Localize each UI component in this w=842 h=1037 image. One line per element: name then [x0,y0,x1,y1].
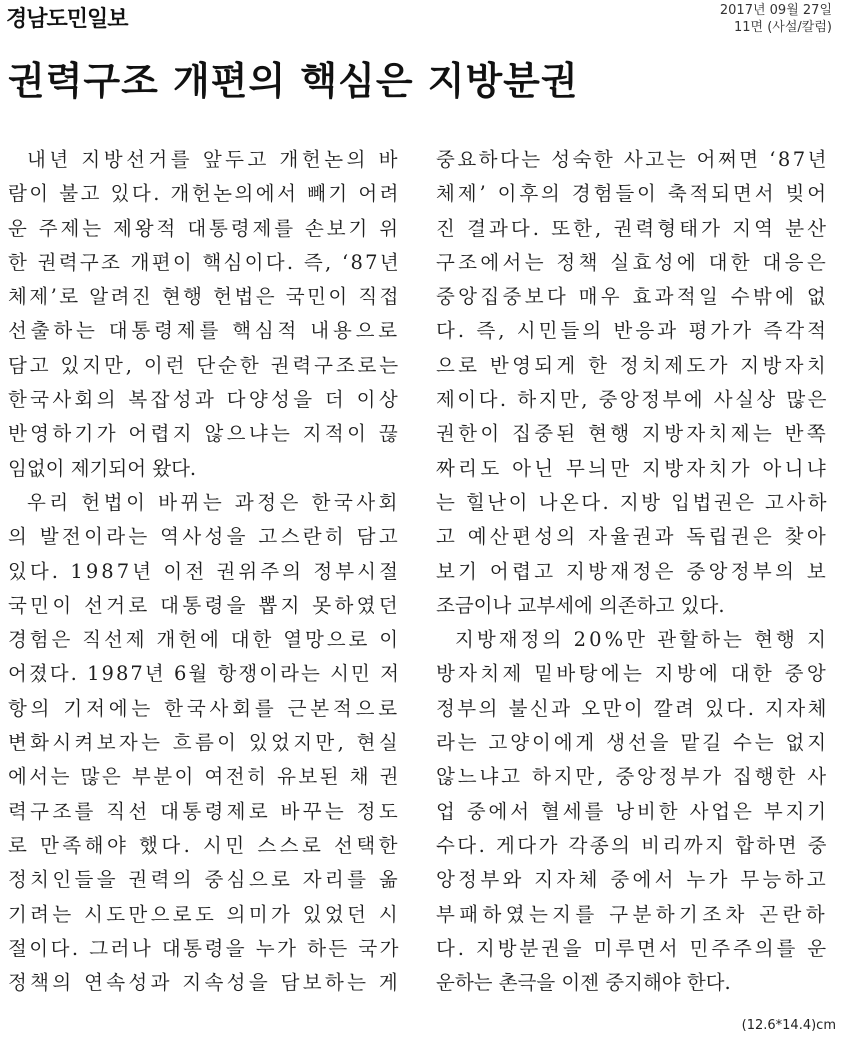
text-line: 수다. 게다가 각종의 비리까지 합하면 중 [436,833,829,857]
text-line: 한 권력구조 개편이 핵심이다. 즉, ‘87년 [8,250,401,274]
text-line: 제이다. 하지만, 중앙정부에 사실상 많은 [436,388,829,412]
text-line: 의 발전이라는 역사성을 고스란히 담고 [8,525,401,549]
text-line: 조금이나 교부세에 의존하고 있다. [436,593,725,617]
text-line: 절이다. 그러나 대통령을 누가 하든 국가 [8,936,401,960]
newspaper-masthead: 경남도민일보 [6,7,128,32]
text-line: 체제’ 이후의 경험들이 축적되면서 빚어 [436,182,829,206]
text-line: 으로 반영되게 한 정치제도가 지방자치 [436,353,829,377]
text-line: 권한이 집중된 현행 지방자치제는 반쪽 [436,422,829,446]
text-line: 앙정부와 지자체 중에서 누가 무능하고 [436,868,829,892]
article-headline: 권력구조 개편의 핵심은 지방분권 [8,59,579,103]
text-line: 방자치제 밑바탕에는 지방에 대한 중앙 [436,662,829,686]
text-line: 체제’로 알려진 현행 헌법은 국민이 직접 [8,285,401,309]
text-line: 경험은 직선제 개헌에 대한 열망으로 이 [8,628,401,652]
text-line: 내년 지방선거를 앞두고 개헌논의 바 [27,148,401,171]
text-line: 국민이 선거로 대통령을 뽑지 못하였던 [8,593,401,617]
text-line: 지방재정의 20%만 관할하는 현행 지 [455,628,829,652]
text-line: 담고 있지만, 이런 단순한 권력구조로는 [8,353,401,377]
page-section: 11면 (사설/칼럼) [734,20,832,35]
text-line: 로 만족해야 했다. 시민 스스로 선택한 [8,833,401,857]
text-line: 선출하는 대통령제를 핵심적 내용으로 [8,319,401,343]
text-line: 정책의 연속성과 지속성을 담보하는 게 [8,971,401,995]
article-column-right [436,143,829,1000]
publication-date: 2017년 09월 27일 [719,3,832,18]
text-line: 고 예산편성의 자율권과 독립권은 찾아 [436,525,829,549]
text-line: 변화시켜보자는 흐름이 있었지만, 현실 [8,731,401,755]
text-line: 어졌다. 1987년 6월 항쟁이라는 시민 저 [8,662,401,686]
text-line: 있다. 1987년 이전 권위주의 정부시절 [8,559,401,583]
article-size-note: (12.6*14.4)cm [741,1018,836,1033]
text-line: 보기 어렵고 지방재정은 중앙정부의 보 [436,559,829,583]
text-line: 중앙집중보다 매우 효과적일 수밖에 없 [436,285,829,309]
text-line: 정부의 불신과 오만이 깔려 있다. 지자체 [436,696,829,720]
text-line: 는 힐난이 나온다. 지방 입법권은 고사하 [436,490,829,514]
text-line: 운 주제는 제왕적 대통령제를 손보기 위 [8,216,401,240]
text-line: 구조에서는 정책 실효성에 대한 대응은 [436,250,829,274]
text-line: 력구조를 직선 대통령제로 바꾸는 정도 [8,799,401,823]
text-line: 에서는 많은 부분이 여전히 유보된 채 권 [8,765,401,789]
text-line: 운하는 촌극을 이젠 중지해야 한다. [436,971,731,995]
text-line: 임없이 제기되어 왔다. [8,456,197,480]
text-line: 짜리도 아닌 무늬만 지방자치가 아니냐 [436,456,829,480]
text-line: 한국사회의 복잡성과 다양성을 더 이상 [8,388,401,412]
text-line: 반영하기가 어렵지 않으냐는 지적이 끊 [8,422,401,446]
text-line: 항의 기저에는 한국사회를 근본적으로 [8,696,401,720]
publication-meta [720,2,832,36]
text-line: 라는 고양이에게 생선을 맡길 수는 없지 [436,731,829,755]
text-line: 기려는 시도만으로도 의미가 있었던 시 [8,902,401,926]
article-column-left [8,143,401,1000]
text-line: 정치인들을 권력의 중심으로 자리를 옮 [8,868,401,892]
text-line: 업 중에서 혈세를 낭비한 사업은 부지기 [436,799,829,823]
text-line: 않느냐고 하지만, 중앙정부가 집행한 사 [436,765,829,789]
text-line: 다. 즉, 시민들의 반응과 평가가 즉각적 [436,319,829,343]
text-line: 람이 불고 있다. 개헌논의에서 빼기 어려 [8,182,401,206]
text-line: 다. 지방분권을 미루면서 민주주의를 운 [436,936,829,960]
text-line: 우리 헌법이 바뀌는 과정은 한국사회 [27,490,401,514]
text-line: 중요하다는 성숙한 사고는 어쩌면 ‘87년 [436,148,829,171]
text-line: 부패하였는지를 구분하기조차 곤란하 [436,902,829,926]
text-line: 진 결과다. 또한, 권력형태가 지역 분산 [436,216,829,240]
